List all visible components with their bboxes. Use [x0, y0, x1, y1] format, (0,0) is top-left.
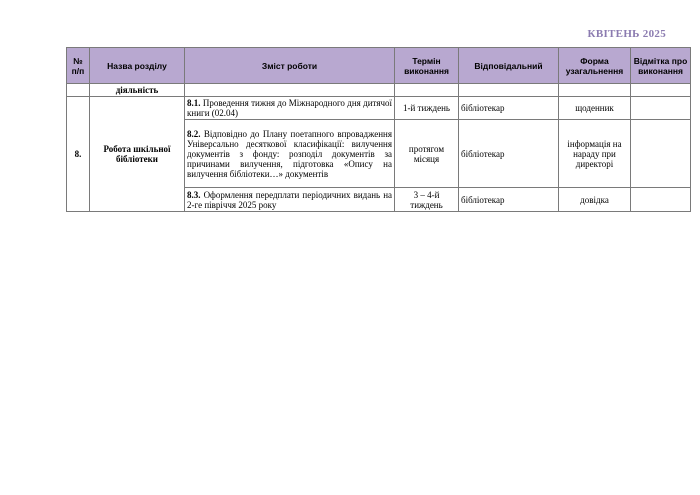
section-number: 8.	[67, 97, 90, 212]
header-mark: Відмітка про виконання	[631, 48, 691, 84]
row-responsible: бібліотекар	[459, 188, 559, 212]
row-term: протягом місяця	[395, 120, 459, 188]
row-content-text: Оформлення передплати періодичних видань на 2-ге півріччя 2025 року	[187, 189, 392, 210]
row-number: 8.3.	[187, 189, 201, 200]
header-responsible: Відповідальний	[459, 48, 559, 84]
cont-cell-mark	[631, 84, 691, 97]
header-content: Зміст роботи	[185, 48, 395, 84]
row-term: 3 – 4-й тиждень	[395, 188, 459, 212]
cont-cell-responsible	[459, 84, 559, 97]
continuation-row	[67, 84, 691, 97]
row-form: інформація на нараду при директорі	[559, 120, 631, 188]
row-number: 8.1.	[187, 98, 201, 108]
header-num: № п/п	[67, 48, 90, 84]
table-row	[67, 97, 691, 120]
row-content-text: Проведення тижня до Міжнародного дня дитячої книги (02.04)	[187, 98, 393, 118]
section-name: Робота шкільної бібліотеки	[90, 97, 185, 212]
cont-cell-form	[559, 84, 631, 97]
row-form: довідка	[559, 188, 631, 212]
header-term: Термін виконання	[395, 48, 459, 84]
header-form: Форма узагальнення	[559, 48, 631, 84]
header-section: Назва розділу	[90, 48, 185, 84]
continuation-text: діяльність	[90, 84, 185, 97]
cont-cell-term	[395, 84, 459, 97]
row-mark	[631, 120, 691, 188]
row-number: 8.2.	[187, 128, 201, 139]
row-content-text: Відповідно до Плану поетапного впровадження Універсально десяткової класифікації: вилучення документів з фонду: розподіл документів за причинами вилучення, підготовка «Опису на вилучення бібліотеки…» документів	[187, 128, 392, 179]
row-content	[185, 188, 395, 212]
month-title: КВІТЕНЬ 2025	[587, 28, 666, 40]
row-responsible: бібліотекар	[459, 97, 559, 120]
row-form: щоденник	[559, 97, 631, 120]
row-content	[185, 120, 395, 188]
cont-cell-content	[185, 84, 395, 97]
table-header-row	[67, 48, 691, 84]
row-mark	[631, 97, 691, 120]
row-term: 1-й тиждень	[395, 97, 459, 120]
row-mark	[631, 188, 691, 212]
row-content	[185, 97, 395, 120]
row-responsible: бібліотекар	[459, 120, 559, 188]
cont-cell-num	[67, 84, 90, 97]
work-plan-table	[66, 47, 691, 212]
